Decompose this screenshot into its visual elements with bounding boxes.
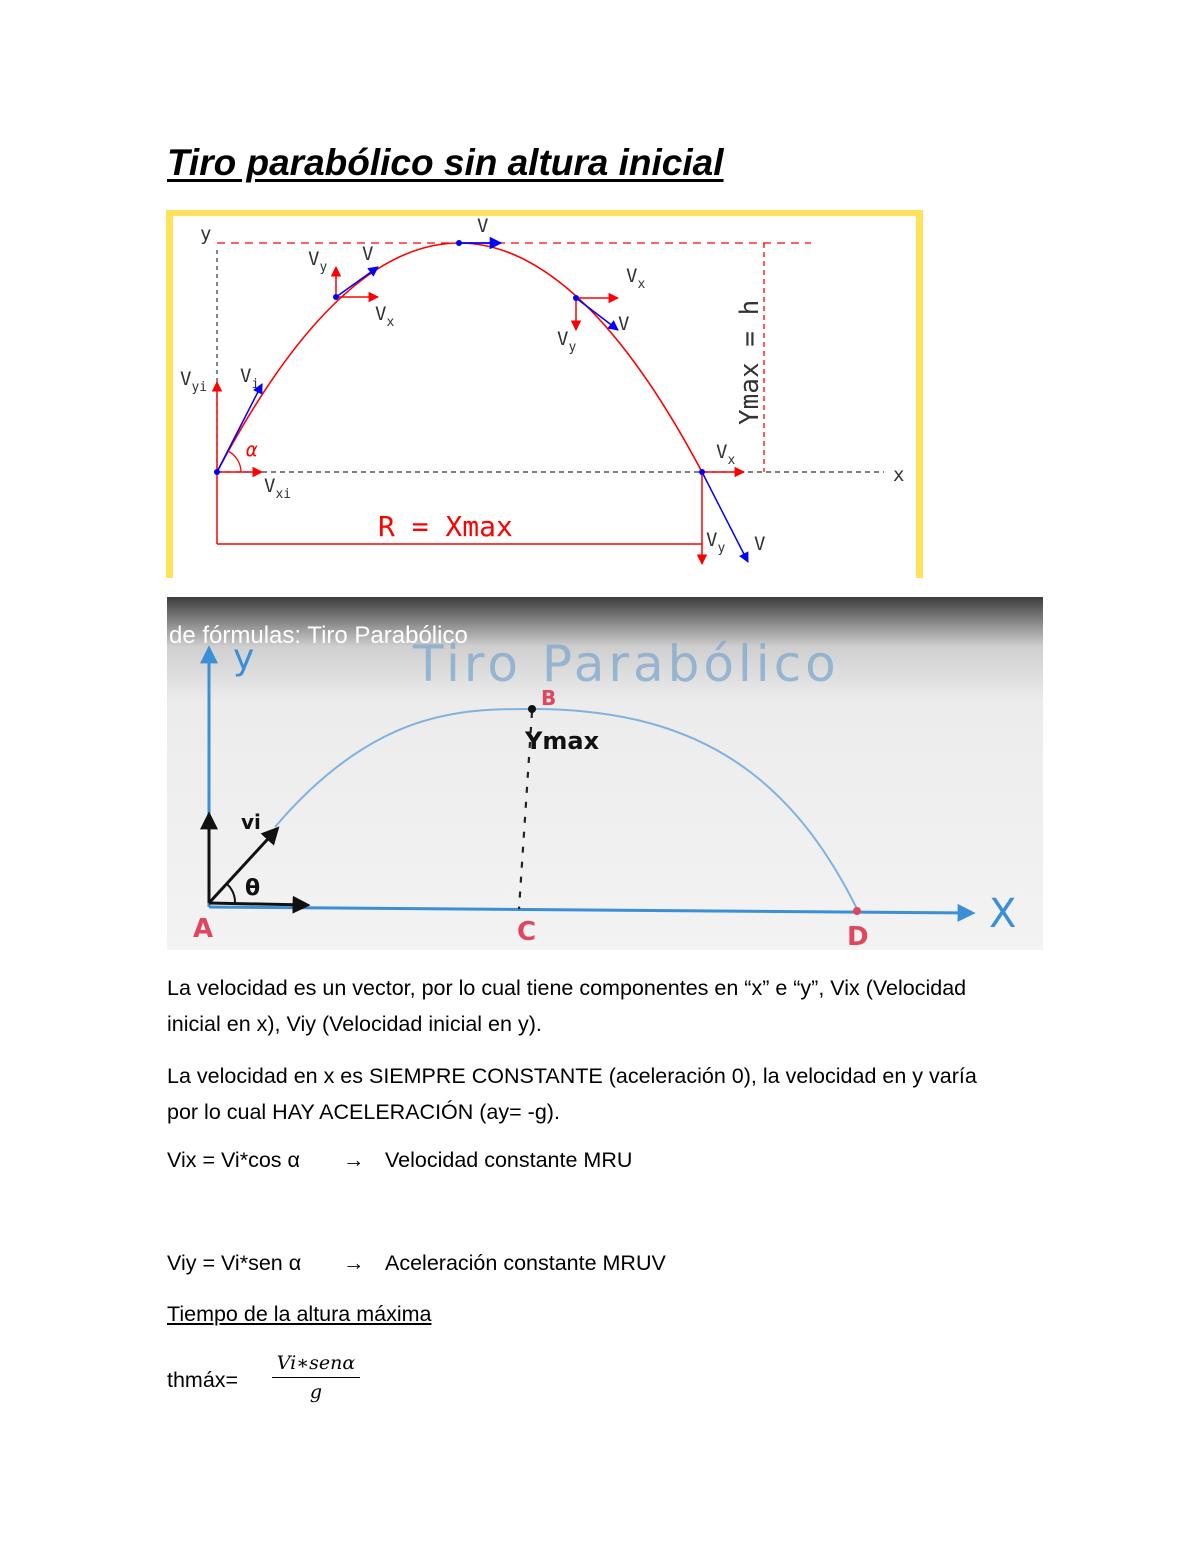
point-C-label: C [517,917,537,947]
theta-label: θ [245,876,261,901]
left-point [333,294,339,300]
point-B [528,705,536,713]
page-title: Tiro parabólico sin altura inicial [167,142,724,183]
frame-left [166,210,173,578]
landing-point [699,469,705,475]
formula-vix-rhs: Velocidad constante MRU [385,1148,633,1172]
right-point [573,295,579,301]
x-axis-label: x [893,464,905,486]
paragraph-constant-velocity: La velocidad en x es SIEMPRE CONSTANTE (aceleración 0), la velocidad en y varía por lo cual HAY ACELERACIÓN (ay= -g). [167,1064,977,1124]
formula-vix [167,1148,632,1173]
handwritten-title: Tiro Parabólico [413,635,840,693]
formula-viy-rhs: Aceleración constante MRUV [385,1251,666,1275]
vx-left-label: $V_x$ [375,303,395,330]
vyi-label: $V_{yi}$ [180,368,208,395]
point-B-label: B [541,686,557,710]
v-left-label: V [362,243,374,265]
video-caption: de fórmulas: Tiro Parabólico [169,622,468,649]
ymax-label: Ymax [525,727,600,755]
point-D [853,907,861,915]
whiteboard-video-frame [167,597,1043,950]
arrow-icon: → [343,1251,365,1275]
v-end-label: V [754,533,766,555]
y-axis-label: y [233,637,255,678]
vx-end-label: $V_x$ [716,441,736,468]
vy-left-label: $V_y$ [308,248,328,275]
alpha-label: α [246,439,258,461]
paragraph-velocity-vector: La velocidad es un vector, por lo cual tiene componentes en “x” e “y”, Vix (Velocidad inicial en x), Viy (Velocidad inicial en y). [167,976,967,1036]
v-top-label: V [477,215,489,237]
point-A-label: A [193,914,214,944]
launch-point [214,469,220,475]
range-label: R = Xmax [378,510,513,543]
height-label: Ymax = h [735,299,765,425]
v-right-label: V [618,313,630,335]
y-axis-label: y [200,223,212,245]
frame-top [166,210,923,216]
vx-vector [209,903,307,905]
vy-right-label: $V_y$ [557,328,577,355]
vi-label: $V_i$ [240,365,260,392]
formula-viy [167,1251,666,1276]
vy-end-label: $V_y$ [706,529,726,556]
formula-viy-lhs: Viy = Vi*sen α [167,1251,302,1275]
vi-label: vi [241,810,261,834]
trajectory-diagram [166,210,923,578]
x-axis-label: X [989,891,1017,937]
point-D-label: D [847,922,869,950]
fraction-denominator: g [309,1381,323,1403]
top-point [456,240,462,246]
arrow-icon: → [343,1148,365,1172]
thmax-fraction [272,1352,360,1403]
fraction-numerator: Vi∗senα [272,1352,360,1378]
vxi-label: $V_{xi}$ [264,475,292,502]
vx-right-label: $V_x$ [626,265,646,292]
thmax-label: thmáx= [167,1368,239,1392]
figure-background [166,210,923,578]
frame-right [916,210,923,578]
formula-vix-lhs: Vix = Vi*cos α [167,1148,300,1172]
section-heading-max-height-time: Tiempo de la altura máxima [167,1302,432,1326]
